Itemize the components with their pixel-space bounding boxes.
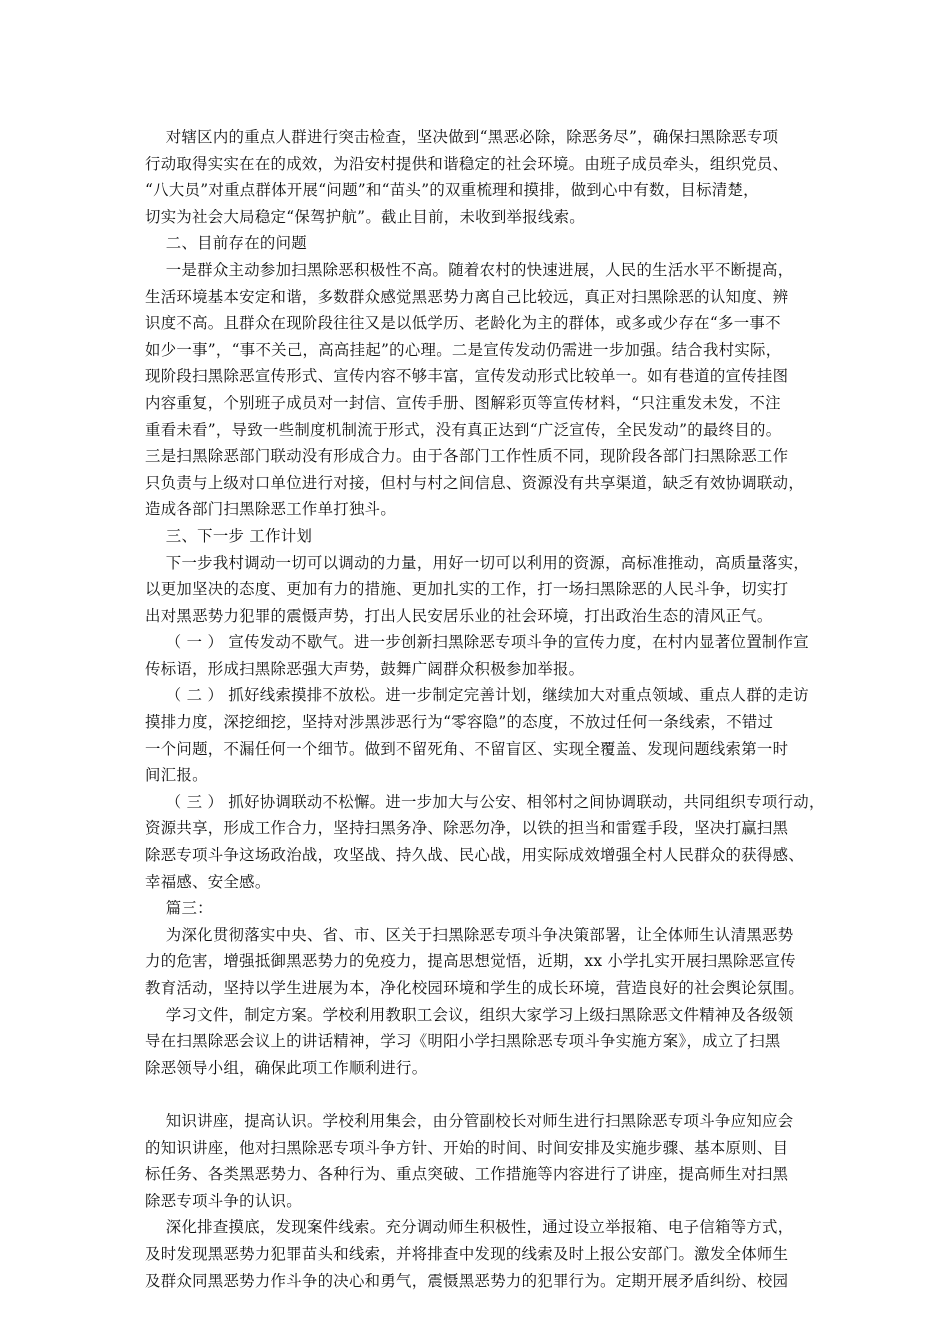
text-line: （ 二 ） 抓好线索摸排不放松。进一步制定完善计划，继续加大对重点领域、重点人群的走访 bbox=[145, 686, 809, 705]
text-line: 一个问题，不漏任何一个细节。做到不留死角、不留盲区、实现全覆盖、发现问题线索第一时 bbox=[145, 739, 789, 758]
text-line: 行动取得实实在在的成效，为沿安村提供和谐稳定的社会环境。由班子成员牵头，组织党员、 bbox=[145, 154, 789, 173]
text-line: 一是群众主动参加扫黑除恶积极性不高。随着农村的快速进展，人民的生活水平不断提高， bbox=[145, 260, 794, 279]
text-line: 的知识讲座，他对扫黑除恶专项斗争方针、开始的时间、时间安排及实施步骤、基本原则、目 bbox=[145, 1138, 789, 1157]
text-line: （ 三 ） 抓好协调联动不松懈。进一步加大与公安、相邻村之间协调联动，共同组织专项行动， bbox=[145, 792, 825, 811]
text-line: 重看未看”，导致一些制度机制流于形式，没有真正达到“广泛宣传，全民发动”的最终目的。 bbox=[145, 420, 782, 439]
document-body-text bbox=[145, 124, 825, 1294]
text-line: 除恶专项斗争这场政治战，攻坚战、持久战、民心战，用实际成效增强全村人民群众的获得感、 bbox=[145, 846, 805, 865]
text-line: 篇三： bbox=[145, 899, 213, 918]
text-line: 及群众同黑恶势力作斗争的决心和勇气，震慑黑恶势力的犯罪行为。定期开展矛盾纠纷、校园 bbox=[145, 1271, 789, 1290]
text-line: 内容重复，个别班子成员对一封信、宣传手册、图解彩页等宣传材料，“只注重发未发，不注 bbox=[145, 393, 781, 412]
text-line: 三、下一步 工作计划 bbox=[145, 526, 313, 545]
text-line: 现阶段扫黑除恶宣传形式、宣传内容不够丰富，宣传发动形式比较单一。如有巷道的宣传挂图 bbox=[145, 367, 789, 386]
text-line: 切实为社会大局稳定“保驾护航”。截止目前，未收到举报线索。 bbox=[145, 207, 585, 226]
text-line: 下一步我村调动一切可以调动的力量，用好一切可以利用的资源，高标准推动，高质量落实， bbox=[145, 553, 810, 572]
text-line: 除恶领导小组，确保此项工作顺利进行。 bbox=[145, 1058, 428, 1077]
text-line: 三是扫黑除恶部门联动没有形成合力。由于各部门工作性质不同，现阶段各部门扫黑除恶工作 bbox=[145, 447, 789, 466]
text-line: 间汇报。 bbox=[145, 766, 208, 785]
text-line: 摸排力度，深挖细挖，坚持对涉黑涉恶行为“零容隐”的态度，不放过任何一条线索，不错过 bbox=[145, 713, 774, 732]
text-line: 识度不高。且群众在现阶段往往又是以低学历、老龄化为主的群体，或多或少存在“多一事不 bbox=[145, 314, 781, 333]
text-line: 学习文件，制定方案。学校利用教职工会议，组织大家学习上级扫黑除恶文件精神及各级领 bbox=[145, 1005, 794, 1024]
text-line: 幸福感、安全感。 bbox=[145, 872, 271, 891]
text-line: 除恶专项斗争的认识。 bbox=[145, 1191, 302, 1210]
text-line: 传标语，形成扫黑除恶强大声势，鼓舞广阔群众积极参加举报。 bbox=[145, 659, 585, 678]
text-line: 导在扫黑除恶会议上的讲话精神，学习《明阳小学扫黑除恶专项斗争实施方案》，成立了扫黑 bbox=[145, 1032, 781, 1051]
text-line: 力的危害，增强抵御黑恶势力的免疫力，提高思想觉悟，近期，xx 小学扎实开展扫黑除恶宣传 bbox=[145, 952, 796, 971]
text-line: 及时发现黑恶势力犯罪苗头和线索，并将排查中发现的线索及时上报公安部门。激发全体师生 bbox=[145, 1244, 789, 1263]
text-line: 出对黑恶势力犯罪的震慑声势，打出人民安居乐业的社会环境，打出政治生态的清风正气。 bbox=[145, 606, 773, 625]
text-line: 二、目前存在的问题 bbox=[145, 234, 307, 253]
text-line: 对辖区内的重点人群进行突击检查，坚决做到“黑恶必除，除恶务尽”，确保扫黑除恶专项 bbox=[145, 128, 779, 146]
blank-line bbox=[145, 1081, 810, 1108]
text-line: 资源共享，形成工作合力，坚持扫黑务净、除恶勿净，以铁的担当和雷霆手段，坚决打赢扫黑 bbox=[145, 819, 789, 838]
text-line: 只负责与上级对口单位进行对接，但村与村之间信息、资源没有共享渠道，缺乏有效协调联动， bbox=[145, 473, 805, 492]
text-line: （ 一 ） 宣传发动不歇气。进一步创新扫黑除恶专项斗争的宣传力度，在村内显著位置制作宣 bbox=[145, 633, 809, 652]
text-line: 如少一事”，“事不关己，高高挂起”的心理。二是宣传发动仍需进一步加强。结合我村实际， bbox=[145, 340, 782, 359]
text-line: 标任务、各类黑恶势力、各种行为、重点突破、工作措施等内容进行了讲座，提高师生对扫黑 bbox=[145, 1165, 789, 1184]
text-line: 教育活动，坚持以学生进展为本，净化校园环境和学生的成长环境，营造良好的社会舆论氛围。 bbox=[145, 979, 805, 997]
text-line: 生活环境基本安定和谐，多数群众感觉黑恶势力离自己比较远，真正对扫黑除恶的认知度、辨 bbox=[145, 287, 789, 306]
text-line: 以更加坚决的态度、更加有力的措施、更加扎实的工作，打一场扫黑除恶的人民斗争，切实打 bbox=[145, 580, 789, 599]
document-page bbox=[145, 124, 825, 1294]
text-line: 造成各部门扫黑除恶工作单打独斗。 bbox=[145, 500, 397, 519]
text-line: 知识讲座，提高认识。学校利用集会，由分管副校长对师生进行扫黑除恶专项斗争应知应会 bbox=[145, 1111, 794, 1130]
text-line: “八大员”对重点群体开展“问题”和“苗头”的双重梳理和摸排，做到心中有数，目标清楚， bbox=[145, 181, 759, 200]
text-line: 为深化贯彻落实中央、省、市、区关于扫黑除恶专项斗争决策部署，让全体师生认清黑恶势 bbox=[145, 925, 794, 944]
text-line: 深化排查摸底，发现案件线索。充分调动师生积极性，通过设立举报箱、电子信箱等方式， bbox=[145, 1218, 794, 1237]
